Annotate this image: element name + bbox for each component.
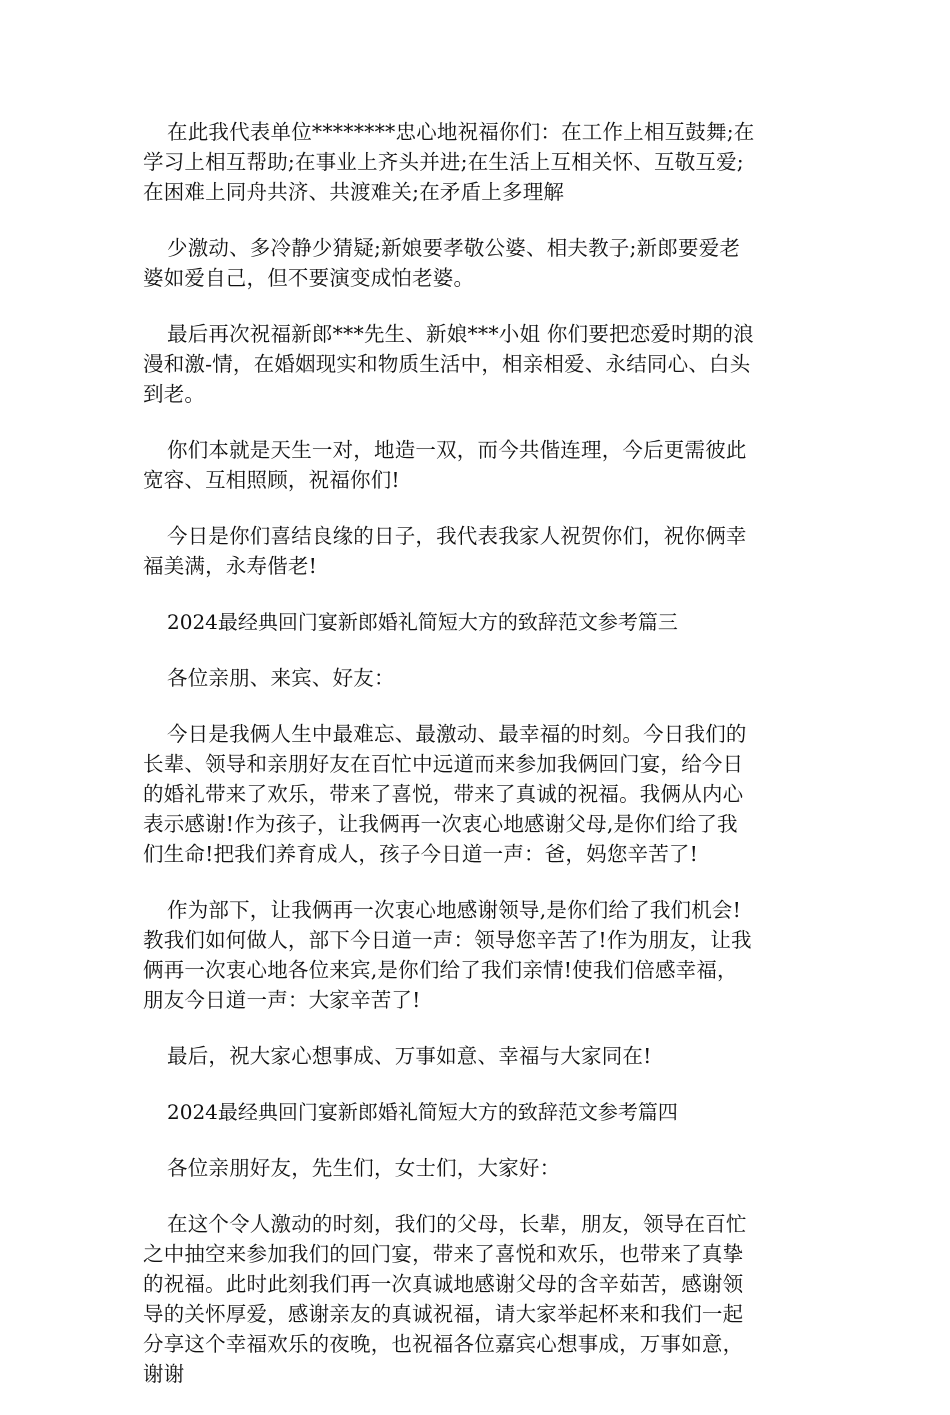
document-body (143, 117, 815, 1415)
text-line: 少激动、多冷静少猜疑;新娘要孝敬公婆、相夫教子;新郎要爱老 (167, 236, 741, 260)
text-line: 的婚礼带来了欢乐，带来了喜悦，带来了真诚的祝福。我俩从内心 (143, 782, 744, 806)
paragraph (143, 895, 815, 1015)
text-line: 漫和激-情，在婚姻现实和物质生活中，相亲相爱、永结同心、白头 (143, 352, 751, 376)
salutation (143, 663, 815, 693)
text-line: 表示感谢!作为孩子，让我俩再一次衷心地感谢父母,是你们给了我 (143, 812, 738, 836)
text-line: 各位亲朋好友，先生们，女士们，大家好： (167, 1156, 561, 1180)
text-line: 宽容、互相照顾，祝福你们! (143, 468, 400, 492)
paragraph (143, 233, 815, 293)
text-line: 今日是我俩人生中最难忘、最激动、最幸福的时刻。今日我们的 (167, 722, 747, 746)
text-line: 在困难上同舟共济、共渡难关;在矛盾上多理解 (143, 180, 565, 204)
section-heading: 2024最经典回门宴新郎婚礼简短大方的致辞范文参考篇四 (167, 1100, 678, 1124)
paragraph (143, 117, 815, 207)
salutation (143, 1153, 815, 1183)
text-line: 你们本就是天生一对，地造一双，而今共偕连理，今后更需彼此 (167, 438, 747, 462)
paragraph (143, 435, 815, 495)
text-line: 福美满，永寿偕老! (143, 554, 318, 578)
text-line: 俩再一次衷心地各位来宾,是你们给了我们亲情!使我们倍感幸福， (143, 958, 738, 982)
text-line: 的祝福。此时此刻我们再一次真诚地感谢父母的含辛茹苦，感谢领 (143, 1272, 744, 1296)
text-line: 最后再次祝福新郎***先生、新娘***小姐 你们要把恋爱时期的浪 (167, 322, 754, 346)
text-line: 们生命!把我们养育成人，孩子今日道一声：爸，妈您辛苦了! (143, 842, 699, 866)
text-line: 长辈、领导和亲朋好友在百忙中远道而来参加我俩回门宴，给今日 (143, 752, 744, 776)
text-line: 婆如爱自己，但不要演变成怕老婆。 (143, 266, 475, 290)
paragraph (143, 1209, 815, 1389)
text-line: 导的关怀厚爱，感谢亲友的真诚祝福，请大家举起杯来和我们一起 (143, 1302, 744, 1326)
text-line: 谢谢 (143, 1362, 185, 1386)
text-line: 在这个令人激动的时刻，我们的父母，长辈，朋友，领导在百忙 (167, 1212, 747, 1236)
text-line: 各位亲朋、来宾、好友： (167, 666, 395, 690)
text-line: 教我们如何做人，部下今日道一声：领导您辛苦了!作为朋友，让我 (143, 928, 752, 952)
paragraph (143, 319, 815, 409)
text-line: 今日是你们喜结良缘的日子，我代表我家人祝贺你们，祝你俩幸 (167, 524, 747, 548)
text-line: 在此我代表单位********忠心地祝福你们：在工作上相互鼓舞;在 (167, 120, 755, 144)
text-line: 最后，祝大家心想事成、万事如意、幸福与大家同在! (167, 1044, 652, 1068)
text-line: 到老。 (143, 382, 206, 406)
text-line: 朋友今日道一声：大家辛苦了! (143, 988, 421, 1012)
text-line: 分享这个幸福欢乐的夜晚，也祝福各位嘉宾心想事成，万事如意， (143, 1332, 744, 1356)
section-heading: 2024最经典回门宴新郎婚礼简短大方的致辞范文参考篇三 (167, 610, 678, 634)
text-line: 作为部下，让我俩再一次衷心地感谢领导,是你们给了我们机会! (167, 898, 742, 922)
text-line: 学习上相互帮助;在事业上齐头并进;在生活上互相关怀、互敬互爱; (143, 150, 744, 174)
paragraph (143, 521, 815, 581)
text-line: 之中抽空来参加我们的回门宴，带来了喜悦和欢乐，也带来了真挚 (143, 1242, 744, 1266)
paragraph (143, 719, 815, 869)
paragraph (143, 1041, 815, 1071)
